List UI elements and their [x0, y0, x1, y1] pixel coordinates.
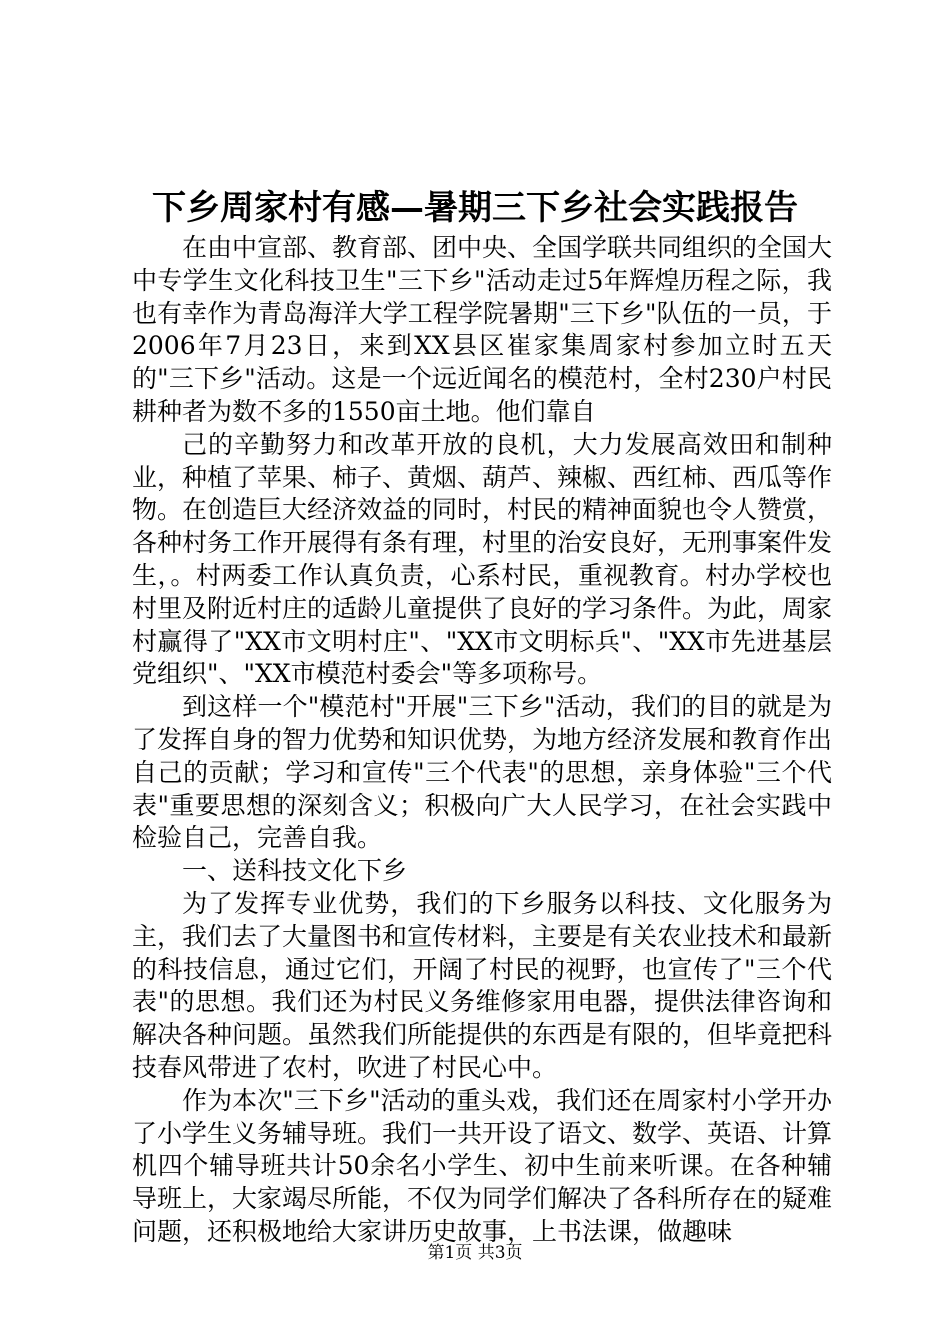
page-number-footer: 第1页 共3页 — [427, 1243, 523, 1263]
paragraph-purpose: 到这样一个"模范村"开展"三下乡"活动，我们的目的就是为了发挥自身的智力优势和知识优势，为地方经济发展和教育作出自己的贡献；学习和宣传"三个代表"的思想，亲身体验"三个代表"重要思想的深刻含义；积极向广大人民学习，在社会实践中检验自己，完善自我。 — [132, 692, 833, 853]
document-body — [132, 232, 832, 1249]
paragraph-intro: 在由中宣部、教育部、团中央、全国学联共同组织的全国大中专学生文化科技卫生"三下乡"活动走过5年辉煌历程之际，我也有幸作为青岛海洋大学工程学院暑期"三下乡"队伍的一员，于2006年7月23日，来到XX县区崔家集周家村参加立时五天的"三下乡"活动。这是一个远近闻名的模范村，全村230户村民耕种者为数不多的1550亩土地。他们靠自 — [132, 233, 833, 426]
document-title: 下乡周家村有感—暑期三下乡社会实践报告 — [152, 188, 798, 228]
paragraph-tutoring-class: 作为本次"三下乡"活动的重头戏，我们还在周家村小学开办了小学生义务辅导班。我们一共开设了语文、数学、英语、计算机四个辅导班共计50余名小学生、初中生前来听课。在各种辅导班上，大家竭尽所能，不仅为同学们解决了各科所存在的疑难问题，还积极地给大家讲历史故事，上书法课，做趣味 — [132, 1085, 833, 1246]
section-heading-science-culture: 一、送科技文化下乡 — [182, 856, 408, 886]
paragraph-village-description: 己的辛勤努力和改革开放的良机，大力发展高效田和制种业，种植了苹果、柿子、黄烟、葫芦、辣椒、西红柿、西瓜等作物。在创造巨大经济效益的同时，村民的精神面貌也令人赞赏，各种村务工作开展得有条有理，村里的治安良好，无刑事案件发生，。村两委工作认真负责，心系村民，重视教育。村办学校也村里及附近村庄的适龄儿童提供了良好的学习条件。为此，周家村赢得了"XX市文明村庄"、"XX市文明标兵"、"XX市先进基层党组织"、"XX市模范村委会"等多项称号。 — [132, 429, 833, 689]
paragraph-science-service: 为了发挥专业优势，我们的下乡服务以科技、文化服务为主，我们去了大量图书和宣传材料，主要是有关农业技术和最新的科技信息，通过它们，开阔了村民的视野，也宣传了"三个代表"的思想。我们还为村民义务维修家用电器，提供法律咨询和解决各种问题。虽然我们所能提供的东西是有限的，但毕竟把科技春风带进了农村，吹进了村民心中。 — [132, 888, 833, 1082]
